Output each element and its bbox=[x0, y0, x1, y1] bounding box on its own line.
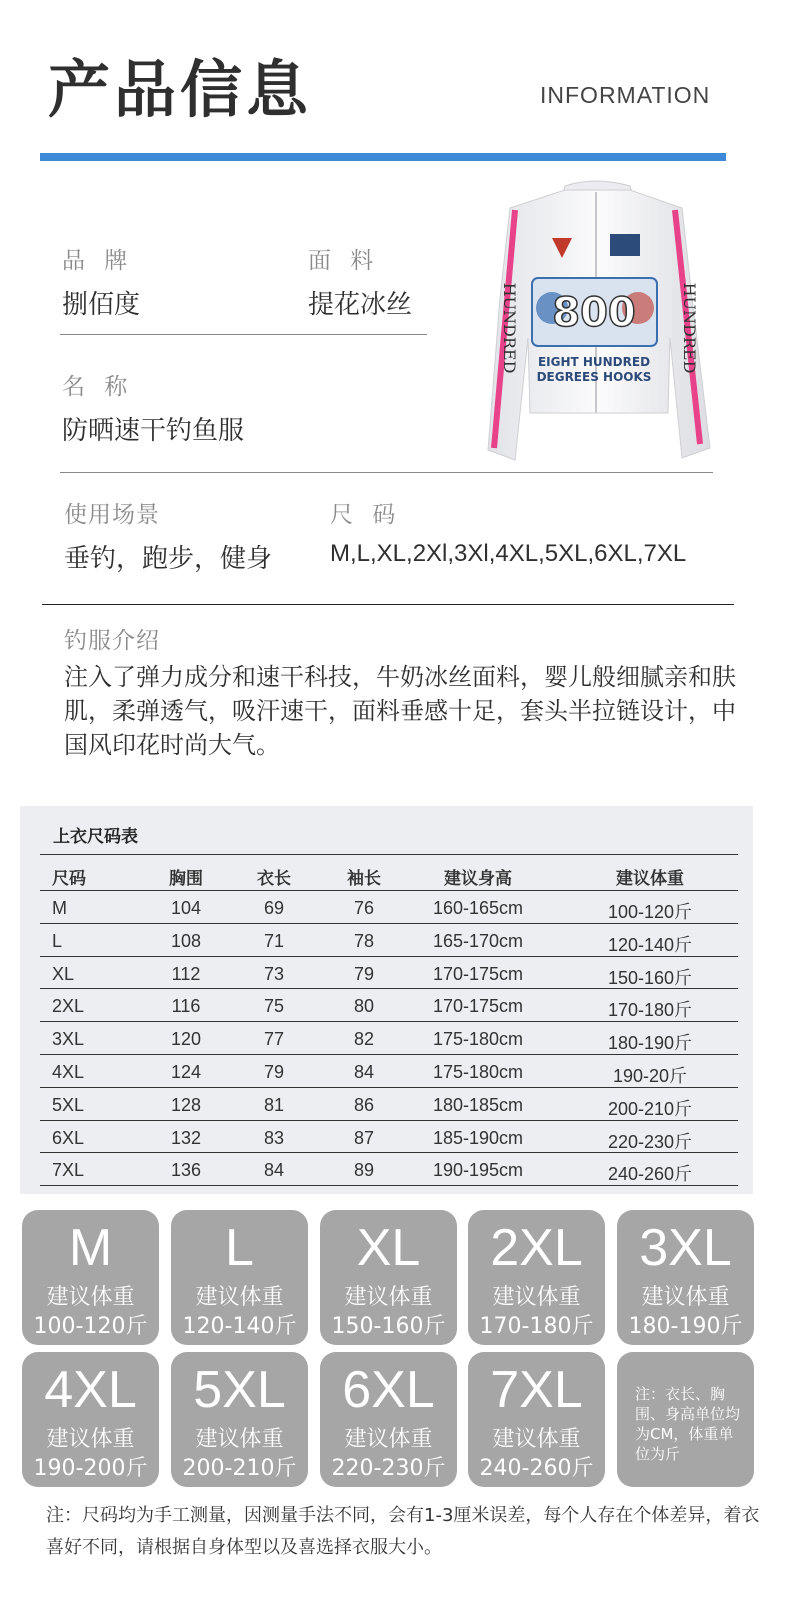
table-header-cell: 建议身高 bbox=[444, 869, 512, 889]
card-size: 6XL bbox=[342, 1361, 435, 1419]
table-cell: 2XL bbox=[52, 996, 85, 1016]
table-cell: 112 bbox=[171, 964, 201, 984]
scene-label: 使用场景 bbox=[64, 502, 160, 528]
table-cell: 180-185cm bbox=[432, 1095, 524, 1115]
table-cell: 190-20斤 bbox=[612, 1066, 688, 1086]
table-header-cell: 建议体重 bbox=[616, 869, 684, 889]
table-cell: 180-190斤 bbox=[607, 1033, 693, 1053]
card-size: 7XL bbox=[490, 1361, 583, 1419]
table-cell: 78 bbox=[353, 931, 375, 951]
card-weight-label: 建议体重 bbox=[344, 1427, 433, 1452]
card-weight-range: 100-120斤 bbox=[33, 1314, 148, 1339]
table-cell: 200-210斤 bbox=[607, 1099, 693, 1119]
scene-value: 垂钓，跑步，健身 bbox=[64, 544, 273, 574]
table-cell: 190-195cm bbox=[432, 1160, 524, 1180]
table-cell: 77 bbox=[263, 1029, 285, 1049]
table-title: 上衣尺码表 bbox=[53, 827, 138, 847]
size-label: 尺 码 bbox=[330, 502, 402, 528]
name-label: 名 称 bbox=[62, 374, 134, 400]
table-cell: 136 bbox=[170, 1160, 202, 1180]
header-divider bbox=[40, 153, 726, 161]
table-cell: 81 bbox=[263, 1095, 285, 1115]
card-weight-label: 建议体重 bbox=[344, 1285, 433, 1310]
card-weight-label: 建议体重 bbox=[641, 1285, 730, 1310]
size-card-3xl bbox=[617, 1210, 754, 1345]
card-size: 5XL bbox=[193, 1361, 286, 1419]
table-header-cell: 袖长 bbox=[347, 869, 381, 889]
table-cell: 3XL bbox=[52, 1029, 85, 1049]
table-header-cell: 胸围 bbox=[169, 869, 203, 889]
size-card-l bbox=[171, 1210, 308, 1345]
table-cell: 165-170cm bbox=[432, 931, 524, 951]
table-cell: 116 bbox=[171, 996, 201, 1016]
table-cell: 120 bbox=[170, 1029, 202, 1049]
table-rule bbox=[40, 890, 738, 891]
name-value: 防晒速干钓鱼服 bbox=[62, 416, 245, 446]
table-cell: 128 bbox=[170, 1095, 202, 1115]
table-cell: 76 bbox=[353, 898, 375, 918]
table-cell: 150-160斤 bbox=[607, 968, 693, 988]
table-cell: 89 bbox=[353, 1160, 375, 1180]
table-cell: 104 bbox=[170, 898, 202, 918]
intro-text: 注入了弹力成分和速干科技，牛奶冰丝面料，婴儿般细腻亲和肤肌，柔弹透气，吸汗速干，面料垂感十足，套头半拉链设计，中国风印花时尚大气。 bbox=[64, 663, 736, 759]
table-cell: M bbox=[52, 898, 67, 918]
page-subtitle: INFORMATION bbox=[540, 82, 711, 108]
size-card-4xl bbox=[22, 1352, 159, 1487]
brand-value: 捌佰度 bbox=[62, 290, 141, 320]
card-size: M bbox=[68, 1219, 113, 1277]
table-cell: 86 bbox=[353, 1095, 375, 1115]
size-card-2xl bbox=[468, 1210, 605, 1345]
table-cell: 240-260斤 bbox=[607, 1164, 693, 1184]
table-cell: 132 bbox=[170, 1128, 202, 1148]
table-cell: 185-190cm bbox=[432, 1128, 524, 1148]
table-header-cell: 尺码 bbox=[52, 869, 86, 889]
table-cell: 170-175cm bbox=[432, 964, 524, 984]
table-cell: 79 bbox=[353, 964, 375, 984]
print-line-2: DEGREES HOOKS bbox=[536, 370, 652, 384]
table-header-cell: 衣长 bbox=[257, 869, 291, 889]
table-cell: 79 bbox=[263, 1062, 285, 1082]
table-cell: 84 bbox=[263, 1160, 285, 1180]
card-weight-label: 建议体重 bbox=[46, 1427, 135, 1452]
fabric-label: 面 料 bbox=[308, 248, 380, 274]
card-weight-range: 200-210斤 bbox=[182, 1456, 297, 1481]
size-card-6xl bbox=[320, 1352, 457, 1487]
page-title: 产品信息 bbox=[48, 53, 313, 126]
table-cell: 170-175cm bbox=[432, 996, 524, 1016]
card-size: 2XL bbox=[490, 1219, 583, 1277]
divider-line bbox=[60, 334, 427, 335]
print-line-1: EIGHT HUNDRED bbox=[537, 355, 651, 369]
sleeve-text-left: HUNDRED bbox=[500, 282, 519, 374]
card-size: L bbox=[225, 1219, 254, 1277]
size-note-text: 注：衣长、胸围、身高单位均为CM，体重单位为斤 bbox=[635, 1385, 741, 1463]
table-cell: 69 bbox=[263, 898, 285, 918]
table-cell: 220-230斤 bbox=[607, 1132, 693, 1152]
card-weight-label: 建议体重 bbox=[492, 1285, 581, 1310]
size-card-xl bbox=[320, 1210, 457, 1345]
card-weight-label: 建议体重 bbox=[195, 1427, 284, 1452]
divider-line bbox=[42, 604, 734, 605]
divider-line bbox=[60, 472, 713, 473]
table-cell: XL bbox=[52, 964, 75, 984]
card-size: 4XL bbox=[44, 1361, 137, 1419]
table-cell: 73 bbox=[263, 964, 285, 984]
table-cell: 108 bbox=[170, 931, 202, 951]
card-weight-range: 150-160斤 bbox=[331, 1314, 446, 1339]
size-note-card bbox=[617, 1352, 754, 1487]
table-cell: 71 bbox=[263, 931, 285, 951]
table-cell: 124 bbox=[170, 1062, 202, 1082]
table-cell: 87 bbox=[353, 1128, 375, 1148]
sleeve-text-right: HUNDRED bbox=[680, 282, 699, 374]
card-weight-range: 220-230斤 bbox=[331, 1456, 446, 1481]
table-cell: 82 bbox=[353, 1029, 375, 1049]
table-cell: 100-120斤 bbox=[607, 902, 693, 922]
card-weight-range: 240-260斤 bbox=[479, 1456, 594, 1481]
card-weight-range: 120-140斤 bbox=[182, 1314, 297, 1339]
table-cell: 4XL bbox=[52, 1062, 85, 1082]
table-cell: 175-180cm bbox=[432, 1029, 524, 1049]
intro-label: 钓服介绍 bbox=[64, 628, 160, 654]
table-cell: 6XL bbox=[52, 1128, 85, 1148]
size-card-5xl bbox=[171, 1352, 308, 1487]
card-size: XL bbox=[356, 1219, 421, 1277]
card-weight-range: 190-200斤 bbox=[33, 1456, 148, 1481]
table-cell: 170-180斤 bbox=[607, 1000, 693, 1020]
size-table bbox=[20, 806, 753, 1194]
table-cell: 160-165cm bbox=[432, 898, 524, 918]
brand-label: 品 牌 bbox=[62, 248, 134, 274]
card-weight-label: 建议体重 bbox=[46, 1285, 135, 1310]
table-cell: 175-180cm bbox=[432, 1062, 524, 1082]
card-weight-range: 180-190斤 bbox=[628, 1314, 743, 1339]
size-card-7xl bbox=[468, 1352, 605, 1487]
product-image bbox=[470, 178, 720, 468]
card-size: 3XL bbox=[639, 1219, 732, 1277]
fabric-value: 提花冰丝 bbox=[308, 290, 413, 320]
table-cell: 5XL bbox=[52, 1095, 85, 1115]
card-weight-label: 建议体重 bbox=[195, 1285, 284, 1310]
table-cell: L bbox=[52, 931, 63, 951]
table-cell: 84 bbox=[353, 1062, 375, 1082]
footnote: 注：尺码均为手工测量，因测量手法不同，会有1-3厘米误差，每个人存在个体差异，着衣喜好不同，请根据自身体型以及喜选择衣服大小。 bbox=[46, 1505, 760, 1558]
print-number: 800 bbox=[552, 290, 636, 336]
card-weight-range: 170-180斤 bbox=[479, 1314, 594, 1339]
size-card-m bbox=[22, 1210, 159, 1345]
size-value: M,L,XL,2Xl,3Xl,4XL,5XL,6XL,7XL bbox=[330, 540, 687, 567]
table-cell: 7XL bbox=[52, 1160, 85, 1180]
card-weight-label: 建议体重 bbox=[492, 1427, 581, 1452]
table-cell: 80 bbox=[353, 996, 375, 1016]
table-cell: 75 bbox=[263, 996, 285, 1016]
table-cell: 83 bbox=[263, 1128, 285, 1148]
table-cell: 120-140斤 bbox=[607, 935, 693, 955]
table-rule bbox=[40, 854, 738, 855]
